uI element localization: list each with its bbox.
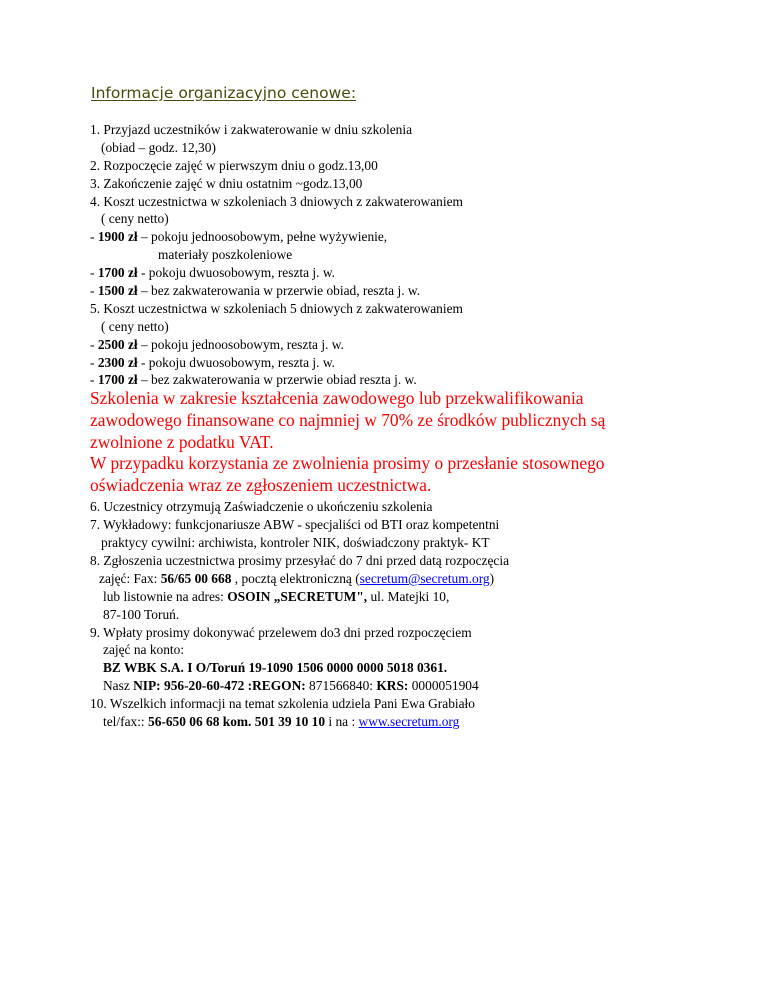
price-prefix: -: [90, 283, 98, 299]
price-amount: 1700 zł: [97, 265, 138, 281]
price-desc: – bez zakwaterowania w przerwie obiad reszta j. w.: [137, 372, 417, 388]
list-item-4-detail: ( ceny netto): [101, 211, 169, 227]
price-desc: - pokoju dwuosobowym, reszta j. w.: [137, 265, 335, 281]
price-line-1500: [90, 282, 730, 300]
content-body: [90, 121, 730, 731]
vat-notice-line: oświadczenia wraz ze zgłoszeniem uczestnictwa.: [90, 474, 432, 495]
address-label: lub listownie na adres:: [103, 588, 228, 604]
list-item-10: 10. Wszelkich informacji na temat szkolenia udziela Pani Ewa Grabiało: [90, 696, 475, 712]
price-prefix: -: [90, 372, 98, 388]
price-line-1700b: [90, 371, 730, 389]
list-item-9-detail: zajęć na konto:: [103, 642, 185, 658]
list-item-1: 1. Przyjazd uczestników i zakwaterowanie w dniu szkolenia: [90, 122, 413, 137]
list-item-9: 9. Wpłaty prosimy dokonywać przelewem do3 dni przed rozpoczęciem: [90, 624, 472, 640]
krs-label: KRS:: [376, 678, 409, 694]
list-item-7: 7. Wykładowy: funkcjonariusze ABW - specjaliści od BTI oraz kompetentni: [90, 517, 500, 533]
vat-notice-line: W przypadku korzystania ze zwolnienia prosimy o przesłanie stosownego: [90, 453, 605, 474]
price-desc: – pokoju jednoosobowym, reszta j. w.: [137, 336, 344, 352]
org-name: OSOIN „SECRETUM",: [227, 588, 368, 604]
website-label: i na :: [325, 714, 359, 730]
email-close: ): [489, 570, 495, 586]
bank-account-number: BZ WBK S.A. I O/Toruń 19-1090 1506 0000 0000 5018 0361.: [103, 660, 448, 676]
price-amount: 1700 zł: [97, 372, 138, 388]
price-line-2300: [90, 354, 730, 372]
list-item-8-address: [90, 588, 730, 606]
list-item-6: 6. Uczestnicy otrzymują Zaświadczenie o ukończeniu szkolenia: [90, 499, 433, 515]
list-item-10-contact: [90, 713, 730, 731]
nip-regon-label: NIP: 956-20-60-472 :REGON:: [133, 678, 306, 694]
price-desc: – bez zakwaterowania w przerwie obiad, reszta j. w.: [137, 283, 421, 299]
price-amount: 1900 zł: [97, 229, 138, 245]
email-label: , pocztą elektroniczną (: [231, 570, 360, 586]
regon-value: 871566840:: [305, 678, 377, 694]
list-item-3: 3. Zakończenie zajęć w dniu ostatnim ~godz.13,00: [90, 175, 363, 191]
vat-notice: [90, 388, 730, 496]
email-link[interactable]: secretum@secretum.org: [359, 570, 490, 586]
list-item-5: 5. Koszt uczestnictwa w szkoleniach 5 dniowych z zakwaterowaniem: [90, 300, 463, 316]
list-item-4: 4. Koszt uczestnictwa w szkoleniach 3 dniowych z zakwaterowaniem: [90, 193, 463, 209]
vat-notice-line: zawodowego finansowane co najmniej w 70% ze środków publicznych są: [90, 409, 606, 430]
list-item-8-city: 87-100 Toruń.: [103, 606, 180, 622]
ids-prefix: Nasz: [103, 678, 134, 694]
fax-number: 56/65 00 668: [160, 570, 232, 586]
price-line-1900: [90, 228, 730, 246]
price-prefix: -: [90, 265, 98, 281]
price-prefix: -: [90, 354, 98, 370]
vat-notice-line: Szkolenia w zakresie kształcenia zawodowego lub przekwalifikowania: [90, 388, 584, 409]
krs-value: 0000051904: [408, 678, 479, 694]
phone-numbers: 56-650 06 68 kom. 501 39 10 10: [148, 714, 326, 730]
price-prefix: -: [90, 336, 98, 352]
phone-label: tel/fax::: [103, 714, 148, 730]
fax-label: zajęć: Fax:: [99, 570, 161, 586]
price-line-1900-cont: materiały poszkoleniowe: [158, 247, 293, 263]
list-item-5-detail: ( ceny netto): [101, 318, 169, 334]
price-line-1700: [90, 264, 730, 282]
company-ids: [90, 677, 730, 695]
bank-account: [90, 659, 730, 677]
vat-notice-line: zwolnione z podatku VAT.: [90, 431, 274, 452]
price-amount: 1500 zł: [97, 283, 138, 299]
list-item-1-detail: (obiad – godz. 12,30): [101, 139, 216, 155]
price-desc: – pokoju jednoosobowym, pełne wyżywienie,: [137, 229, 388, 245]
price-amount: 2300 zł: [97, 354, 138, 370]
list-item-8: 8. Zgłoszenia uczestnictwa prosimy przesyłać do 7 dni przed datą rozpoczęcia: [90, 553, 510, 568]
list-item-7-detail: praktycy cywilni: archiwista, kontroler NIK, doświadczony praktyk- KT: [101, 535, 490, 551]
price-line-2500: [90, 336, 730, 354]
website-link[interactable]: www.secretum.org: [358, 714, 460, 730]
list-item-8-contact: [90, 570, 730, 588]
price-prefix: -: [90, 229, 98, 245]
list-item-2: 2. Rozpoczęcie zajęć w pierwszym dniu o godz.13,00: [90, 157, 378, 173]
page-title: Informacje organizacyjno cenowe:: [91, 84, 357, 102]
street-address: ul. Matejki 10,: [367, 588, 450, 604]
price-amount: 2500 zł: [97, 336, 138, 352]
price-desc: - pokoju dwuosobowym, reszta j. w.: [137, 354, 335, 370]
